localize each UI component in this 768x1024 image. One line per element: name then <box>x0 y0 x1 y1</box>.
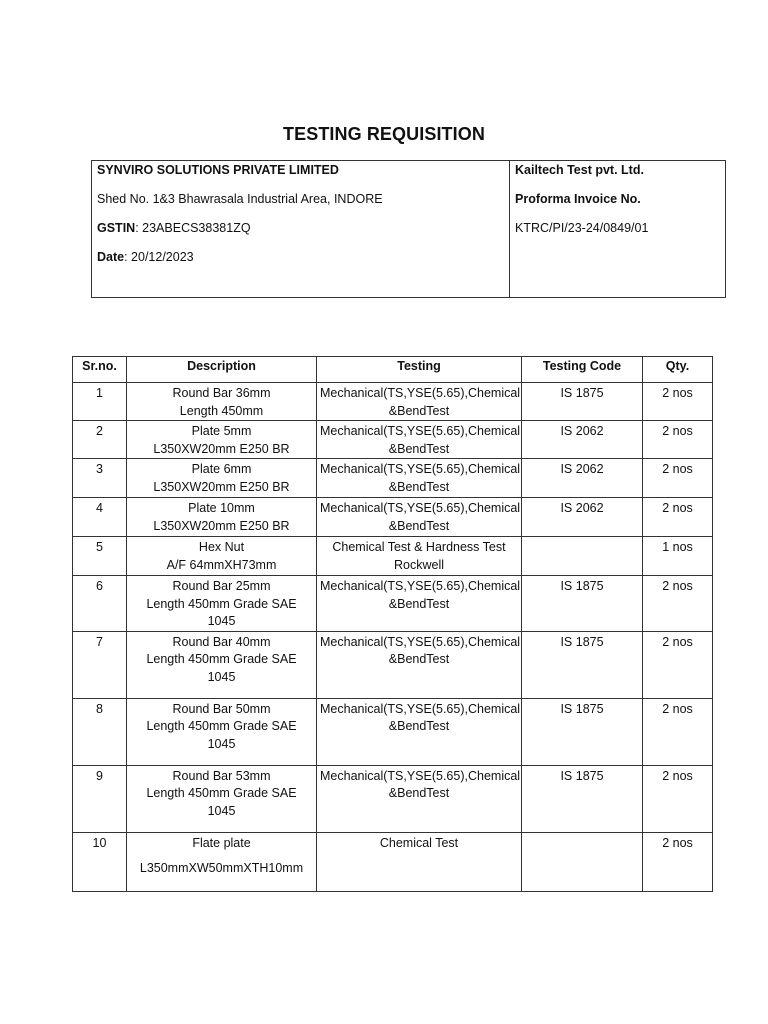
gstin-value: : 23ABECS38381ZQ <box>135 221 251 235</box>
testing-cell <box>317 832 522 891</box>
company-name: SYNVIRO SOLUTIONS PRIVATE LIMITED <box>97 163 339 177</box>
testing-cell <box>317 537 522 576</box>
document-title: TESTING REQUISITION <box>283 124 485 144</box>
testing-code-cell: IS 1875 <box>522 383 643 421</box>
description-cell <box>127 631 317 698</box>
description-line: Flate plate <box>192 835 251 850</box>
testing-line: &BendTest <box>388 441 450 456</box>
table-row <box>73 631 713 698</box>
description-line: Round Bar 53mm <box>172 768 271 783</box>
gstin-line <box>97 221 251 235</box>
srno-cell: 9 <box>73 765 127 832</box>
description-cell <box>127 765 317 832</box>
table-row <box>73 832 713 891</box>
testing-cell <box>317 383 522 421</box>
testing-line: Mechanical(TS,YSE(5.65),Chemical <box>320 424 521 438</box>
company-address: Shed No. 1&3 Bhawrasala Industrial Area, INDORE <box>97 192 383 206</box>
col-header-testing: Testing <box>317 357 522 383</box>
table-row <box>73 498 713 537</box>
description-line: Length 450mm <box>179 403 264 418</box>
table-row <box>73 383 713 421</box>
description-cell <box>127 698 317 765</box>
description-cell <box>127 383 317 421</box>
description-line: Length 450mm Grade SAE <box>146 786 297 800</box>
testing-code-cell: IS 2062 <box>522 459 643 498</box>
description-line: Length 450mm Grade SAE <box>146 719 297 733</box>
col-header-srno: Sr.no. <box>73 357 127 383</box>
testing-code-cell: IS 1875 <box>522 631 643 698</box>
testing-line: Mechanical(TS,YSE(5.65),Chemical <box>320 462 521 476</box>
testing-code-cell: IS 1875 <box>522 698 643 765</box>
description-cell <box>127 421 317 459</box>
invoice-label: Proforma Invoice No. <box>515 192 641 206</box>
testing-line: Mechanical(TS,YSE(5.65),Chemical <box>320 579 521 593</box>
srno-cell: 2 <box>73 421 127 459</box>
qty-cell: 1 nos <box>643 537 713 576</box>
qty-cell: 2 nos <box>643 631 713 698</box>
testing-line: Chemical Test & Hardness Test <box>332 540 506 554</box>
description-line: L350mmXW50mmXTH10mm <box>139 861 304 875</box>
srno-cell: 10 <box>73 832 127 891</box>
testing-cell <box>317 631 522 698</box>
testing-line: Rockwell <box>393 557 444 572</box>
description-cell <box>127 576 317 632</box>
qty-cell: 2 nos <box>643 421 713 459</box>
testing-line: Mechanical(TS,YSE(5.65),Chemical <box>320 768 521 783</box>
description-line: A/F 64mmXH73mm <box>166 557 277 572</box>
col-header-testing-code: Testing Code <box>522 357 643 383</box>
testing-line: &BendTest <box>388 786 450 800</box>
description-line: Round Bar 50mm <box>172 701 271 716</box>
description-line: Length 450mm Grade SAE <box>146 652 297 666</box>
qty-cell: 2 nos <box>643 498 713 537</box>
description-cell <box>127 459 317 498</box>
description-line: Length 450mm Grade SAE <box>146 596 297 611</box>
srno-cell: 4 <box>73 498 127 537</box>
testing-line: Mechanical(TS,YSE(5.65),Chemical <box>320 701 521 716</box>
testing-line: Mechanical(TS,YSE(5.65),Chemical <box>320 501 521 515</box>
table-row <box>73 421 713 459</box>
table-row <box>73 765 713 832</box>
qty-cell: 2 nos <box>643 383 713 421</box>
table-row <box>73 537 713 576</box>
testing-cell <box>317 698 522 765</box>
description-line: 1045 <box>207 736 236 751</box>
invoice-number: KTRC/PI/23-24/0849/01 <box>515 221 649 235</box>
testing-code-cell: IS 2062 <box>522 498 643 537</box>
description-line: L350XW20mm E250 BR <box>153 518 290 533</box>
description-cell <box>127 537 317 576</box>
date-value: : 20/12/2023 <box>124 250 194 264</box>
srno-cell: 1 <box>73 383 127 421</box>
testing-cell <box>317 459 522 498</box>
testing-cell <box>317 576 522 632</box>
testing-line: Mechanical(TS,YSE(5.65),Chemical <box>320 386 521 400</box>
testing-line: &BendTest <box>388 652 450 666</box>
testing-code-cell: IS 1875 <box>522 765 643 832</box>
qty-cell: 2 nos <box>643 832 713 891</box>
date-label: Date <box>97 250 125 264</box>
qty-cell: 2 nos <box>643 459 713 498</box>
qty-cell: 2 nos <box>643 698 713 765</box>
description-line: Plate 10mm <box>188 501 255 515</box>
description-line: Round Bar 25mm <box>172 579 271 593</box>
srno-cell: 5 <box>73 537 127 576</box>
col-header-description: Description <box>127 357 317 383</box>
description-line: 1045 <box>207 614 236 628</box>
testing-cell <box>317 765 522 832</box>
description-line: Round Bar 40mm <box>172 634 271 649</box>
description-line: 1045 <box>207 669 236 684</box>
testing-line: &BendTest <box>388 518 450 533</box>
testing-code-cell: IS 1875 <box>522 576 643 632</box>
gstin-label: GSTIN <box>97 221 136 235</box>
description-cell <box>127 832 317 891</box>
table-row <box>73 576 713 632</box>
testing-line: &BendTest <box>388 596 450 611</box>
items-table <box>72 356 713 892</box>
client-details <box>92 161 510 297</box>
description-line: Plate 6mm <box>191 462 252 476</box>
lab-details <box>510 161 725 297</box>
qty-cell: 2 nos <box>643 765 713 832</box>
description-line: 1045 <box>207 803 236 818</box>
date-line <box>97 250 194 264</box>
srno-cell: 6 <box>73 576 127 632</box>
table-row <box>73 698 713 765</box>
srno-cell: 3 <box>73 459 127 498</box>
description-line: L350XW20mm E250 BR <box>153 441 290 456</box>
table-row <box>73 459 713 498</box>
header-box <box>91 160 726 298</box>
description-line: Round Bar 36mm <box>172 386 271 400</box>
testing-cell <box>317 421 522 459</box>
srno-cell: 8 <box>73 698 127 765</box>
description-cell <box>127 498 317 537</box>
qty-cell: 2 nos <box>643 576 713 632</box>
testing-line: &BendTest <box>388 403 450 418</box>
testing-code-cell <box>522 832 643 891</box>
table-header-row <box>73 357 713 383</box>
description-line: L350XW20mm E250 BR <box>153 479 290 494</box>
srno-cell: 7 <box>73 631 127 698</box>
testing-line: Chemical Test <box>379 835 459 850</box>
description-line: Plate 5mm <box>191 424 252 438</box>
testing-code-cell: IS 2062 <box>522 421 643 459</box>
testing-line: &BendTest <box>388 479 450 494</box>
testing-cell <box>317 498 522 537</box>
testing-code-cell <box>522 537 643 576</box>
testing-line: &BendTest <box>388 719 450 733</box>
col-header-qty: Qty. <box>643 357 713 383</box>
testing-line: Mechanical(TS,YSE(5.65),Chemical <box>320 634 521 649</box>
description-line: Hex Nut <box>198 540 245 554</box>
lab-name: Kailtech Test pvt. Ltd. <box>515 163 644 177</box>
